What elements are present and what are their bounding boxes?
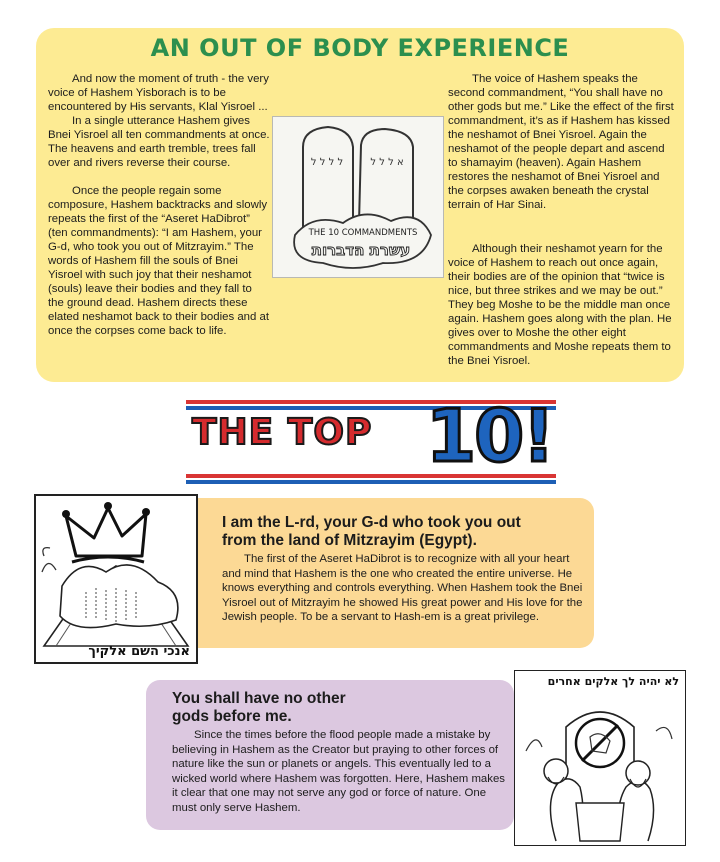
commandment-1-title-line1: I am the L-rd, your G-d who took you out bbox=[222, 514, 521, 531]
tablets-icon bbox=[273, 117, 443, 277]
ten-commandments-sketch bbox=[272, 116, 444, 278]
article-paragraph: Although their neshamot yearn for the voice of Hashem to reach out once again, their bodies are of the opinion that “twice is nice, but three strikes and we may be out.” They beg Moshe to be the middle man once again. Hashem goes along with the plan. He gives over to Moshe the other eight commandments and Moshe repeats them to the Bnei Yisroel. bbox=[448, 243, 672, 367]
banner-stripe bbox=[186, 480, 556, 484]
commandment-1-text: The first of the Aseret HaDibrot is to recognize with all your heart and mind that Hashem is the one who created the entire universe. He knows everything and controls everything. When Hashem took the Bnei Yisroel out of Mitzrayim he showed His great power and His love for the Jewish people. To be a servant to Hash-em is a great privilege. bbox=[222, 553, 583, 623]
tablet-left-letters: ל ל ל ל bbox=[310, 157, 344, 168]
commandment-2-box bbox=[146, 680, 514, 830]
commandment-2-title-line1: You shall have no other bbox=[172, 690, 346, 707]
article-paragraph: The voice of Hashem speaks the second commandment, “You shall have no other gods but me.” Like the effect of the first commandment, it’s as if Hashem has kissed the neshamot of Bnei Yisroel. Again the neshamot of the people depart and ascend to shamayim (heaven). Again Hashem restores the neshamot of Bnei Yisroel and the corpses awaken beneath the crystal terrain of Har Sinai. bbox=[448, 73, 674, 211]
article-paragraph: In a single utterance Hashem gives Bnei Yisroel all ten commandments at once. The heavens and earth tremble, trees fall over and rivers reverse their course. bbox=[48, 115, 270, 169]
article-title: AN OUT OF BODY EXPERIENCE bbox=[150, 34, 570, 62]
sketch-hebrew-text: עשרת הדברות bbox=[311, 241, 411, 259]
tablet-right-letters: א ל ל ל bbox=[370, 157, 404, 168]
top-ten-banner bbox=[186, 394, 556, 486]
idol-icon bbox=[516, 691, 684, 843]
commandment-1-box bbox=[160, 498, 594, 648]
crown-icon bbox=[36, 496, 196, 662]
commandment-1-illustration bbox=[34, 494, 198, 664]
commandment-2-text: Since the times before the flood people made a mistake by believing in Hashem as the Creator but praying to other forces of nature like the sun or planets or angels. This eventually led to a wicked world where Hashem was forgotten. Here, Hashem makes it clear that one may not serve any god or force of nature. One must only serve Hashem. bbox=[172, 729, 505, 814]
banner-number: 10! bbox=[426, 394, 554, 478]
sketch-banner-text: THE 10 COMMANDMENTS bbox=[308, 228, 418, 238]
article-paragraph: Once the people regain some composure, Hashem backtracks and slowly repeats the first of the “Aseret HaDibrot” (ten commandments): “I am Hashem, your G-d, who took you out of Mitzrayim.” The words of Hashem fill the souls of Bnei Yisroel with such joy that their neshamot (souls) leave their bodies and they fall to the ground dead. Hashem directs these elated neshamot back to their bodies and at once the corpses come back to life. bbox=[48, 185, 269, 337]
commandment-2-illustration bbox=[514, 670, 686, 846]
banner-title: THE TOP bbox=[192, 412, 373, 453]
commandment-2-caption: לא יהיה לך אלקים אחרים bbox=[547, 675, 679, 688]
article-paragraph: And now the moment of truth - the very voice of Hashem Yisborach is to be encountered by His servants, Klal Yisroel ... bbox=[48, 73, 269, 113]
commandment-1-caption: אנכי השם אלקיך bbox=[88, 644, 190, 659]
commandment-2-title-line2: gods before me. bbox=[172, 708, 292, 725]
article-panel bbox=[36, 28, 684, 382]
commandment-1-title-line2: from the land of Mitzrayim (Egypt). bbox=[222, 532, 477, 549]
